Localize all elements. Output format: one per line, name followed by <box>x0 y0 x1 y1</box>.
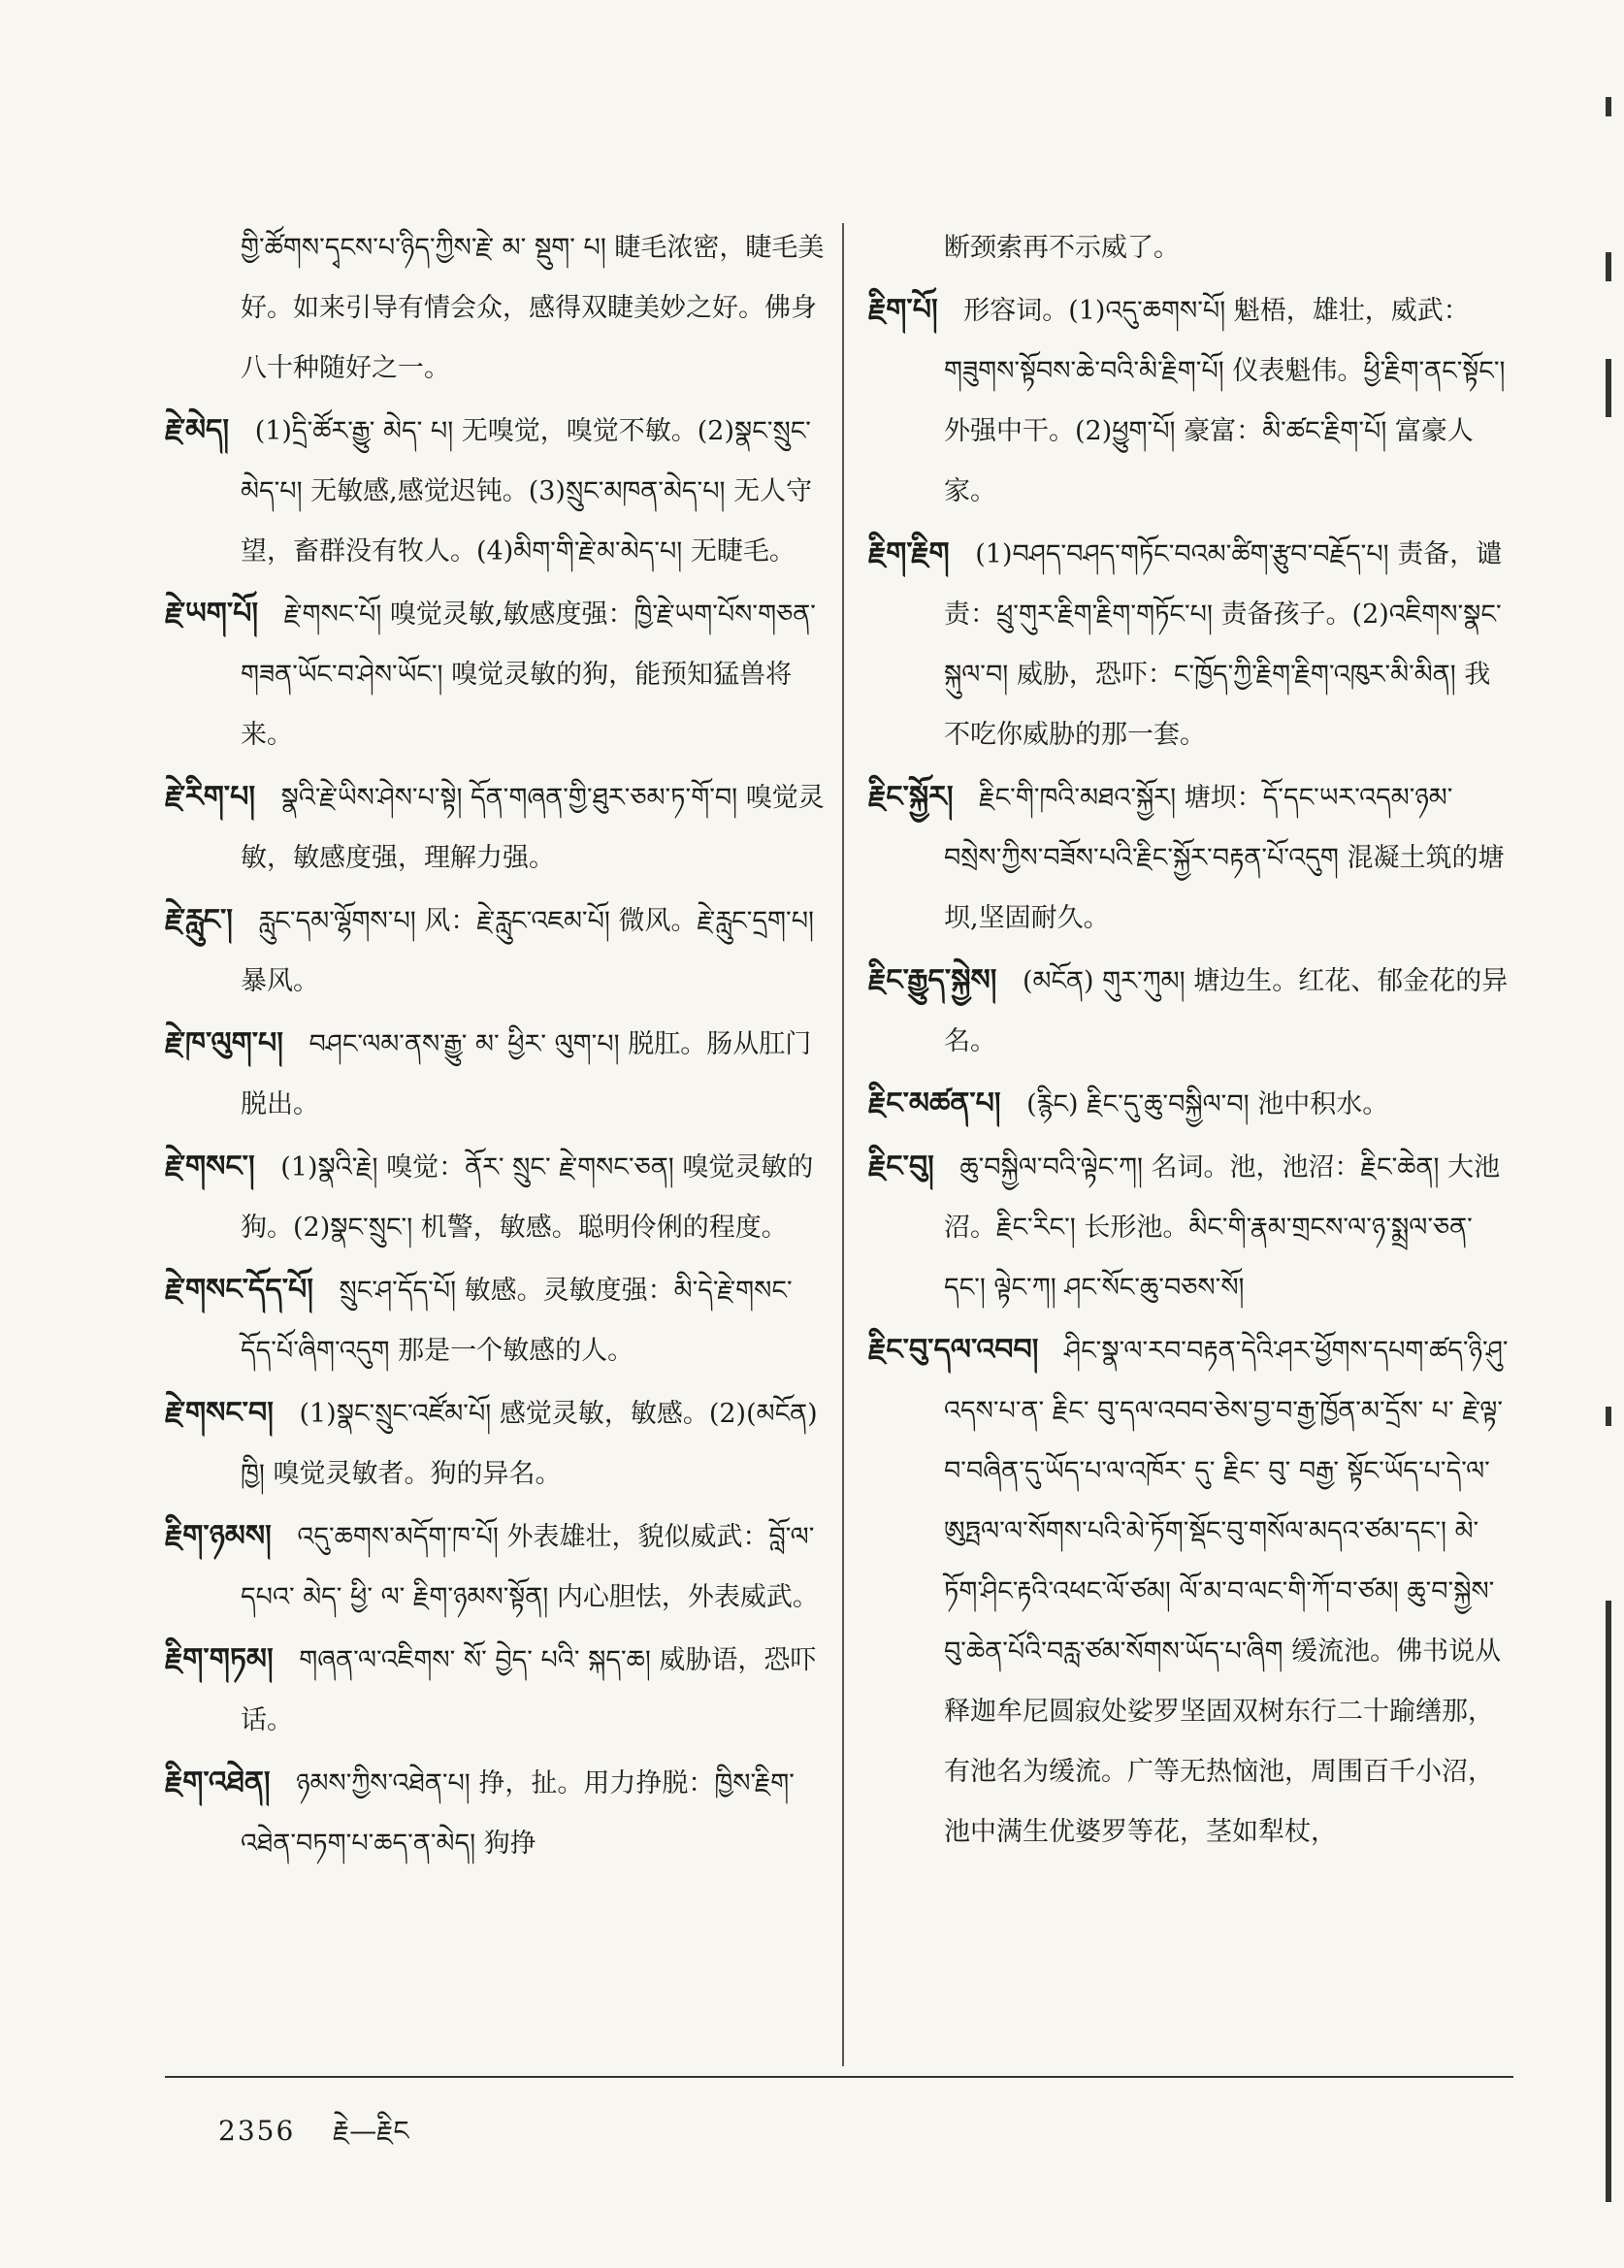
entry-headword: རྗེ་ཁ་ལུག་པ། <box>165 1026 283 1060</box>
column-divider <box>842 223 844 2066</box>
entry-text: འདུ་ཆགས་མདོག་ཁ་པོ། 外表雄壮，貌似威武：བློ་ལ་དཔའ་ མེད་ ཕྱི་ ལ་ རྗིག་ཉམས་སྟོན། 内心胆怯，外表威武。 <box>241 1522 819 1612</box>
entry <box>165 1383 825 1505</box>
entry <box>165 1137 825 1258</box>
edge-mark <box>1606 1601 1611 2202</box>
entry <box>165 1507 825 1628</box>
entry-text: རྗིང་གི་ཁའི་མཐའ་སྐྱོར། 塘坝：དོ་དང་ཡར་འདམ་ཉམ་བསྲེས་ཀྱིས་བཟོས་པའི་རྗིང་སྐྱོར་བརྟན་པོ་འདུག 混凝土筑的塘坝,坚固耐久。 <box>944 783 1505 933</box>
entry <box>868 1320 1509 1863</box>
entry-headword: རྗེ་གསང་དོད་པོ། <box>165 1273 313 1307</box>
entry-text: 断颈索再不示威了。 <box>944 233 1180 263</box>
entry-headword: རྗིག་པོ། <box>868 293 938 327</box>
edge-mark <box>1606 97 1611 116</box>
page-footer <box>218 2100 409 2177</box>
entry-headword: རྗིང་བུ། <box>868 1150 934 1183</box>
entry <box>868 1137 1509 1318</box>
entry-text: ཆུ་བསྐྱིལ་བའི་ལྟེང་ཀ། 名词。池，池沼：རྗིང་ཆེན། 大池沼。རྗིང་རིང་། 长形池。མིང་གི་རྣམ་གྲངས་ལ་ཉ་སྨྲལ་ཅན་དང་། ལྟེང་ཀ། ཤང་སོང་ཆུ་བཅས་སོ། <box>944 1152 1501 1303</box>
entry <box>868 951 1509 1072</box>
scan-edge-marks <box>1606 97 1617 2231</box>
entry-text: སྲུང་ཤ་དོད་པོ། 敏感。灵敏度强：མི་དེ་རྗེ་གསང་དོད་པོ་ཞིག་འདུག 那是一个敏感的人。 <box>241 1276 793 1366</box>
edge-mark <box>1606 252 1611 281</box>
entry-headword: རྗེ་གསང་། <box>165 1150 255 1183</box>
entry-text: (མངོན) གུར་ཀུམ། 塘边生。红花、郁金花的异名。 <box>944 966 1509 1056</box>
entry-text: རླུང་དམ་ལྷོགས་པ། 风：རྗེ་རླུང་འཇམ་པོ། 微风。རྗེ་རླུང་དྲག་པ། 暴风。 <box>241 906 815 996</box>
entry-text: (རྙིང) རྗིང་དུ་ཆུ་བསྐྱིལ་བ། 池中积水。 <box>1026 1089 1389 1119</box>
entry-text: ཉམས་ཀྱིས་འཐེན་པ། 挣，扯。用力挣脱：ཁྱིས་རྗིག་འཐེན་བཏག་པ་ཆད་ན་མེད། 狗挣 <box>241 1768 795 1859</box>
entry-text: 形容词。(1)འདུ་ཆགས་པོ། 魁梧，雄壮，威武：གཟུགས་སྟོབས་ཆེ་བའི་མི་རྗིག་པོ། 仪表魁伟。ཕྱི་རྗིག་ནང་སྟོང་། 外强中干。(2)ཕྱུག་པོ། 豪富：མི་ཚང་རྗིག་པོ། 富豪人家。 <box>944 296 1506 506</box>
entry-headword: རྗིང་སྐྱོར། <box>868 780 954 814</box>
entry-text: (1)སྣའི་རྗེ། 嗅觉：ནོར་ སྲུང་ རྗེ་གསང་ཅན། 嗅觉灵敏的狗。(2)སྣང་སྲུང་། 机警，敏感。聪明伶俐的程度。 <box>241 1152 814 1243</box>
page-range: རྗེ—རྗིང <box>333 2115 409 2147</box>
entry <box>165 401 825 582</box>
entry <box>868 1074 1509 1135</box>
entry <box>165 1753 825 1874</box>
entry-headword: རྗིག་འཐེན། <box>165 1766 271 1799</box>
edge-mark <box>1606 1407 1611 1426</box>
entry-text: (1)སྣང་སྲུང་འཛོམ་པོ། 感觉灵敏，敏感。(2)(མངོན) ཁྱི། 嗅觉灵敏者。狗的异名。 <box>241 1399 818 1489</box>
right-column <box>868 218 1509 1864</box>
entry-continuation <box>868 218 1509 278</box>
entry-headword: རྗིང་མཚན་པ། <box>868 1086 1001 1120</box>
entry <box>868 524 1509 765</box>
entry-text: ཤིང་སྣ་ལ་རབ་བརྟན་དེའི་ཤར་ཕྱོགས་དཔག་ཚད་ཉི་ཤུ་འདས་པ་ན་ རྗིང་ བུ་དལ་འབབ་ཅེས་བྱ་བ་རྒྱ་ཁྱོན་མ་དྲོས་ པ་ རྗེ་ལྟ་ བ་བཞིན་དུ་ཡོད་པ་ལ་འཁོར་ དུ་ རྗིང་ བུ་ བརྒྱ་ སྟོང་ཡོད་པ་དེ་ལ་ཨུཏྤལ་ལ་སོགས་པའི་མེ་ཏོག་སྡོང་བུ་གསོལ་མདའ་ཙམ་དང་། མེ་ཏོག་ཤིང་རྟའི་འཕང་ལོ་ཙམ། ལོ་མ་བ་ལང་གི་ཀོ་བ་ཙམ། ཆུ་བ་སྐྱེས་བུ་ཆེན་པོའི་བརླ་ཙམ་སོགས་ཡོད་པ་ཞིག 缓流池。佛书说从释迦牟尼圆寂处娑罗坚固双树东行二十踰缮那，有池名为缓流。广等无热恼池，周围百千小沼，池中满生优婆罗等花，茎如犁杖， <box>944 1336 1509 1847</box>
entry-headword: རྗེ་མེད། <box>165 413 230 447</box>
entry-text: (1)དྲི་ཚོར་རྒྱུ་ མེད་ པ། 无嗅觉，嗅觉不敏。(2)སྣང་སྲུང་མེད་པ། 无敏感,感觉迟钝。(3)སྲུང་མཁན་མེད་པ། 无人守望，畜群没有牧人。(4)མིག་གི་རྗེ་མ་མེད་པ། 无睫毛。 <box>241 416 813 567</box>
left-column <box>165 218 825 1876</box>
footer-rule <box>165 2076 1513 2078</box>
entry-text: བཤང་ལམ་ནས་རྒྱུ་ མ་ ཕྱིར་ ལུག་པ། 脱肛。肠从肛门脱出。 <box>241 1029 812 1119</box>
entry-text: རྗེ་གསང་པོ། 嗅觉灵敏,敏感度强：ཁྱི་རྗེ་ཡག་པོས་གཅན་གཟན་ཡོང་བ་ཤེས་ཡོང་། 嗅觉灵敏的狗，能预知猛兽将来。 <box>241 599 816 750</box>
entry-headword: རྗེ་རླུང་། <box>165 903 233 937</box>
entry-text: གྱི་ཚོགས་དྭངས་པ་ཉིད་ཀྱིས་རྗེ་ མ་ སྡུག་ པ། 睫毛浓密，睫毛美好。如来引导有情会众，感得双睫美妙之好。佛身八十种随好之一。 <box>241 233 825 383</box>
entry-headword: རྗིག་གཏམ། <box>165 1642 274 1676</box>
entry-text: སྣའི་རྗེ་ཡིས་ཤེས་པ་སྟེ། དོན་གཞན་གྱི་ཐུར་ཅམ་ཏ་གོ་བ། 嗅觉灵敏，敏感度强，理解力强。 <box>241 783 825 873</box>
entry-text: (1)བཤད་བཤད་གཏོང་བའམ་ཚིག་རྩུབ་བརྗོད་པ། 责备，谴责：ཕྲུ་གུར་རྗིག་རྗིག་གཏོང་པ། 责备孩子。(2)འཇིགས་སྣང་སྐུལ་བ། 威胁，恐吓：ང་ཁྱོད་ཀྱི་རྗིག་རྗིག་འཁུར་མི་མིན། 我不吃你威胁的那一套。 <box>944 539 1503 750</box>
entry <box>165 1630 825 1751</box>
entry-continuation <box>165 218 825 399</box>
entry <box>165 584 825 765</box>
page-number: 2356 <box>218 2115 296 2147</box>
entry-headword: རྗིང་རྒྱུད་སྐྱེས། <box>868 963 997 997</box>
entry <box>165 767 825 889</box>
entry-text: གཞན་ལ་འཇིགས་ སོ་ བྱེད་ པའི་ སྐད་ཆ། 威胁语，恐吓话。 <box>241 1645 817 1735</box>
entry-headword: རྗིང་བུ་དལ་འབབ། <box>868 1333 1039 1367</box>
entry-headword: རྗིག་རྗིག <box>868 536 950 570</box>
entry-headword: རྗེ་ཡག་པོ། <box>165 597 259 631</box>
entry-headword: རྗེ་རིག་པ། <box>165 780 255 814</box>
entry-headword: རྗེ་གསང་བ། <box>165 1396 274 1430</box>
entry <box>165 891 825 1012</box>
entry <box>165 1260 825 1381</box>
entry-headword: རྗིག་ཉམས། <box>165 1519 272 1553</box>
edge-mark <box>1606 359 1611 417</box>
entry <box>868 280 1509 522</box>
entry <box>165 1014 825 1135</box>
entry <box>868 767 1509 949</box>
